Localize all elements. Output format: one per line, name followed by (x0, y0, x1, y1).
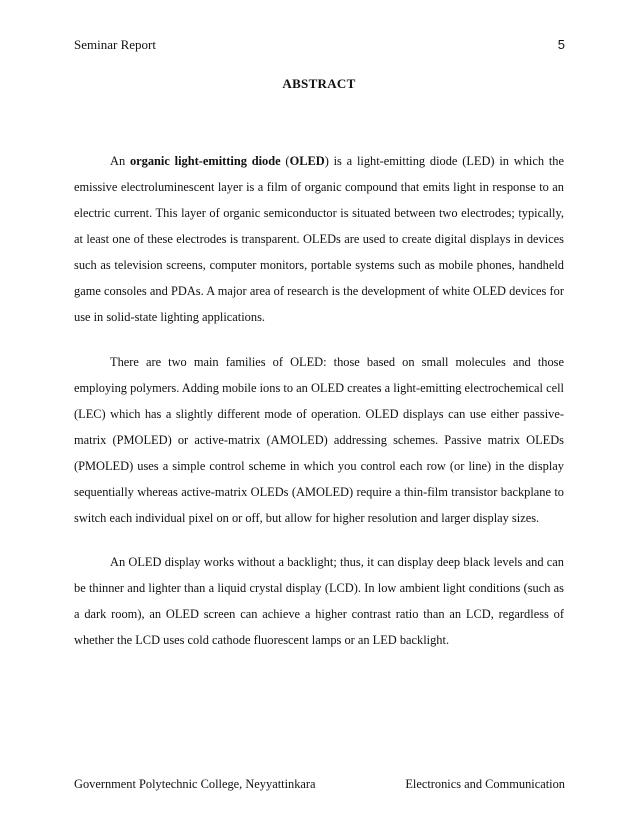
term-organic-light-emitting-diode: organic light-emitting diode (129, 154, 281, 168)
footer-institution: Government Polytechnic College, Neyyattinkara (74, 777, 316, 791)
paragraph-1-rest: ) is a light-emitting diode (LED) in which the emissive electroluminescent layer is a film of organic compound that emits light in response to an electric current. This layer of organic semiconductor is situated between two electrodes; typically, at least one of these electrodes is transparent. OLEDs are used to create digital displays in devices such as television screens, computer monitors, portable systems such as mobile phones, handheld game consoles and PDAs. A major area of research is the development of white OLED devices for use in solid-state lighting applications. (74, 154, 564, 324)
section-title: ABSTRACT (282, 76, 356, 91)
paragraph-3: An OLED display works without a backlight; thus, it can display deep black levels and can be thinner and lighter than a liquid crystal display (LCD). In low ambient light conditions (such as a dark room), an OLED screen can achieve a higher contrast ratio than an LCD, regardless of whether the LCD uses cold cathode fluorescent lamps or an LED backlight. (74, 555, 564, 647)
term-oled: OLED (289, 154, 325, 168)
paragraph-1-lead: An (110, 154, 130, 168)
footer-department: Electronics and Communication (405, 777, 565, 791)
paragraph-2: There are two main families of OLED: those based on small molecules and those employing polymers. Adding mobile ions to an OLED creates a light-emitting electrochemical cell (LEC) which has a slightly different mode of operation. OLED displays can use either passive-matrix (PMOLED) or active-matrix (AMOLED) addressing schemes. Passive matrix OLEDs (PMOLED) uses a simple control scheme in which you control each row (or line) in the display sequentially whereas active-matrix OLEDs (AMOLED) require a thin-film transistor backplane to switch each individual pixel on or off, but allow for higher resolution and larger display sizes. (74, 354, 564, 525)
paragraph-1 (74, 148, 564, 330)
page-number: 5 (557, 37, 565, 52)
abstract-body (74, 148, 564, 672)
paragraph-1-mid: ( (280, 154, 290, 168)
running-header: Seminar Report (74, 37, 156, 52)
